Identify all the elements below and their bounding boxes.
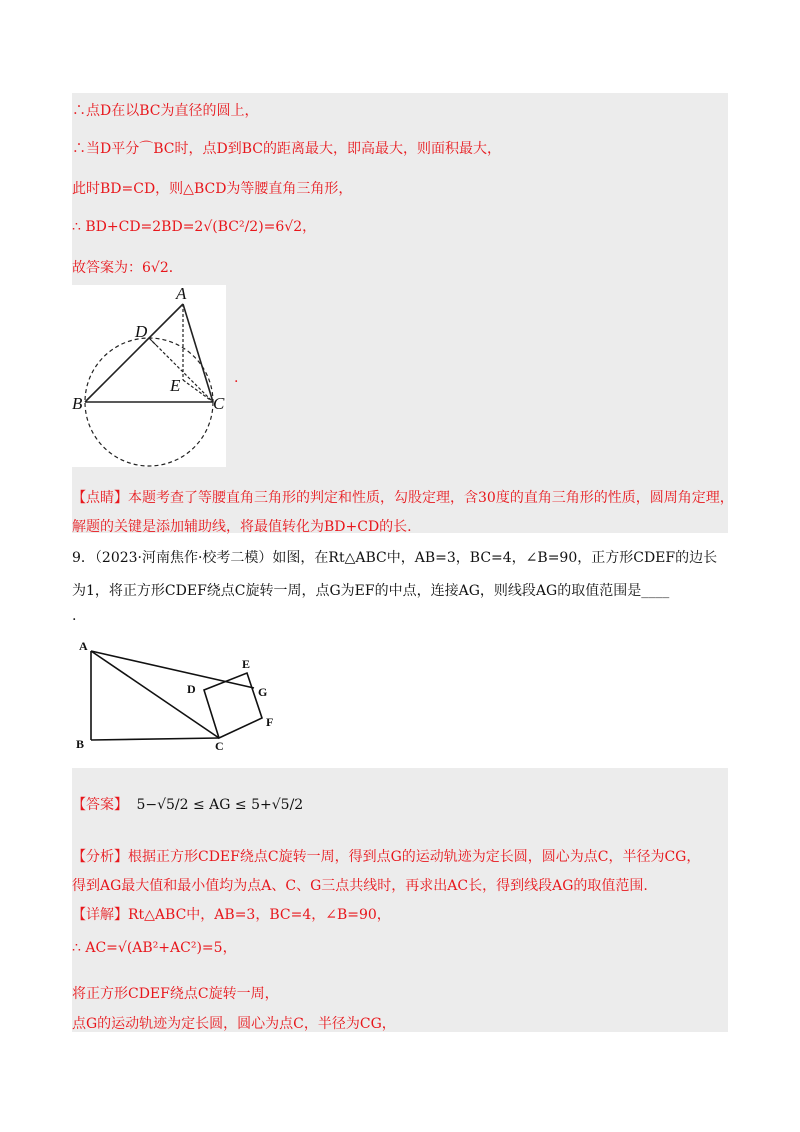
detail-line-3: 将正方形CDEF绕点C旋转一周， <box>72 986 279 1002</box>
label-D: D <box>135 322 148 341</box>
solution-line-5: 故答案为：6√2． <box>72 260 183 276</box>
answer-line <box>72 786 304 813</box>
label-A: A <box>176 285 187 303</box>
comment-line-1: 【点睛】本题考查了等腰直角三角形的判定和性质，勾股定理，含30度的直角三角形的性质，圆周角定理， <box>72 490 734 506</box>
label-G: G <box>258 685 268 699</box>
solution-line-4: ∴ BD+CD=2BD=2√(BC²/2)=6√2， <box>72 219 317 235</box>
answer-label: 【答案】 <box>72 797 128 813</box>
question-line-1: 9．（2023·河南焦作·校考二模）如图，在Rt△ABC中，AB=3，BC=4，∠B=90，正方形CDEF的边长 <box>72 550 718 566</box>
label-F: F <box>266 715 274 729</box>
label-B: B <box>76 737 85 751</box>
figure-period: . <box>234 370 239 386</box>
detail-line-4: 点G的运动轨迹为定长圆，圆心为点C，半径为CG， <box>72 1016 396 1032</box>
comment-line-2: 解题的关键是添加辅助线，将最值转化为BD+CD的长. <box>72 519 412 535</box>
label-A: A <box>79 639 88 653</box>
question-line-3: . <box>72 608 77 624</box>
detail-line-1: 【详解】Rt△ABC中，AB=3，BC=4，∠B=90， <box>72 907 391 923</box>
question-line-2: 为1，将正方形CDEF绕点C旋转一周，点G为EF的中点，连接AG，则线段AG的取值范围是____ <box>72 583 670 599</box>
rotating-square-figure <box>72 638 282 754</box>
solution-line-3: 此时BD=CD，则△BCD为等腰直角三角形， <box>72 181 353 197</box>
label-E: E <box>170 376 181 395</box>
answer-expression: 5−√5/2 ≤ AG ≤ 5+√5/2 <box>136 797 304 813</box>
solution-line-2: ∴当D平分⌒BC时，点D到BC的距离最大，即高最大，则面积最大， <box>72 141 501 157</box>
circle-triangle-figure <box>72 285 248 467</box>
solution-line-1: ∴点D在以BC为直径的圆上， <box>72 103 259 119</box>
label-C: C <box>213 394 225 413</box>
label-B: B <box>72 394 83 413</box>
label-E: E <box>242 657 251 671</box>
detail-line-2: ∴ AC=√(AB²+AC²)=5， <box>72 940 237 956</box>
analysis-line-2: 得到AG最大值和最小值均为点A、C、G三点共线时，再求出AC长，得到线段AG的取值范围. <box>72 878 648 894</box>
label-C: C <box>215 739 224 753</box>
analysis-line-1: 【分析】根据正方形CDEF绕点C旋转一周，得到点G的运动轨迹为定长圆，圆心为点C，半径为CG， <box>72 849 701 865</box>
label-D: D <box>187 682 196 696</box>
